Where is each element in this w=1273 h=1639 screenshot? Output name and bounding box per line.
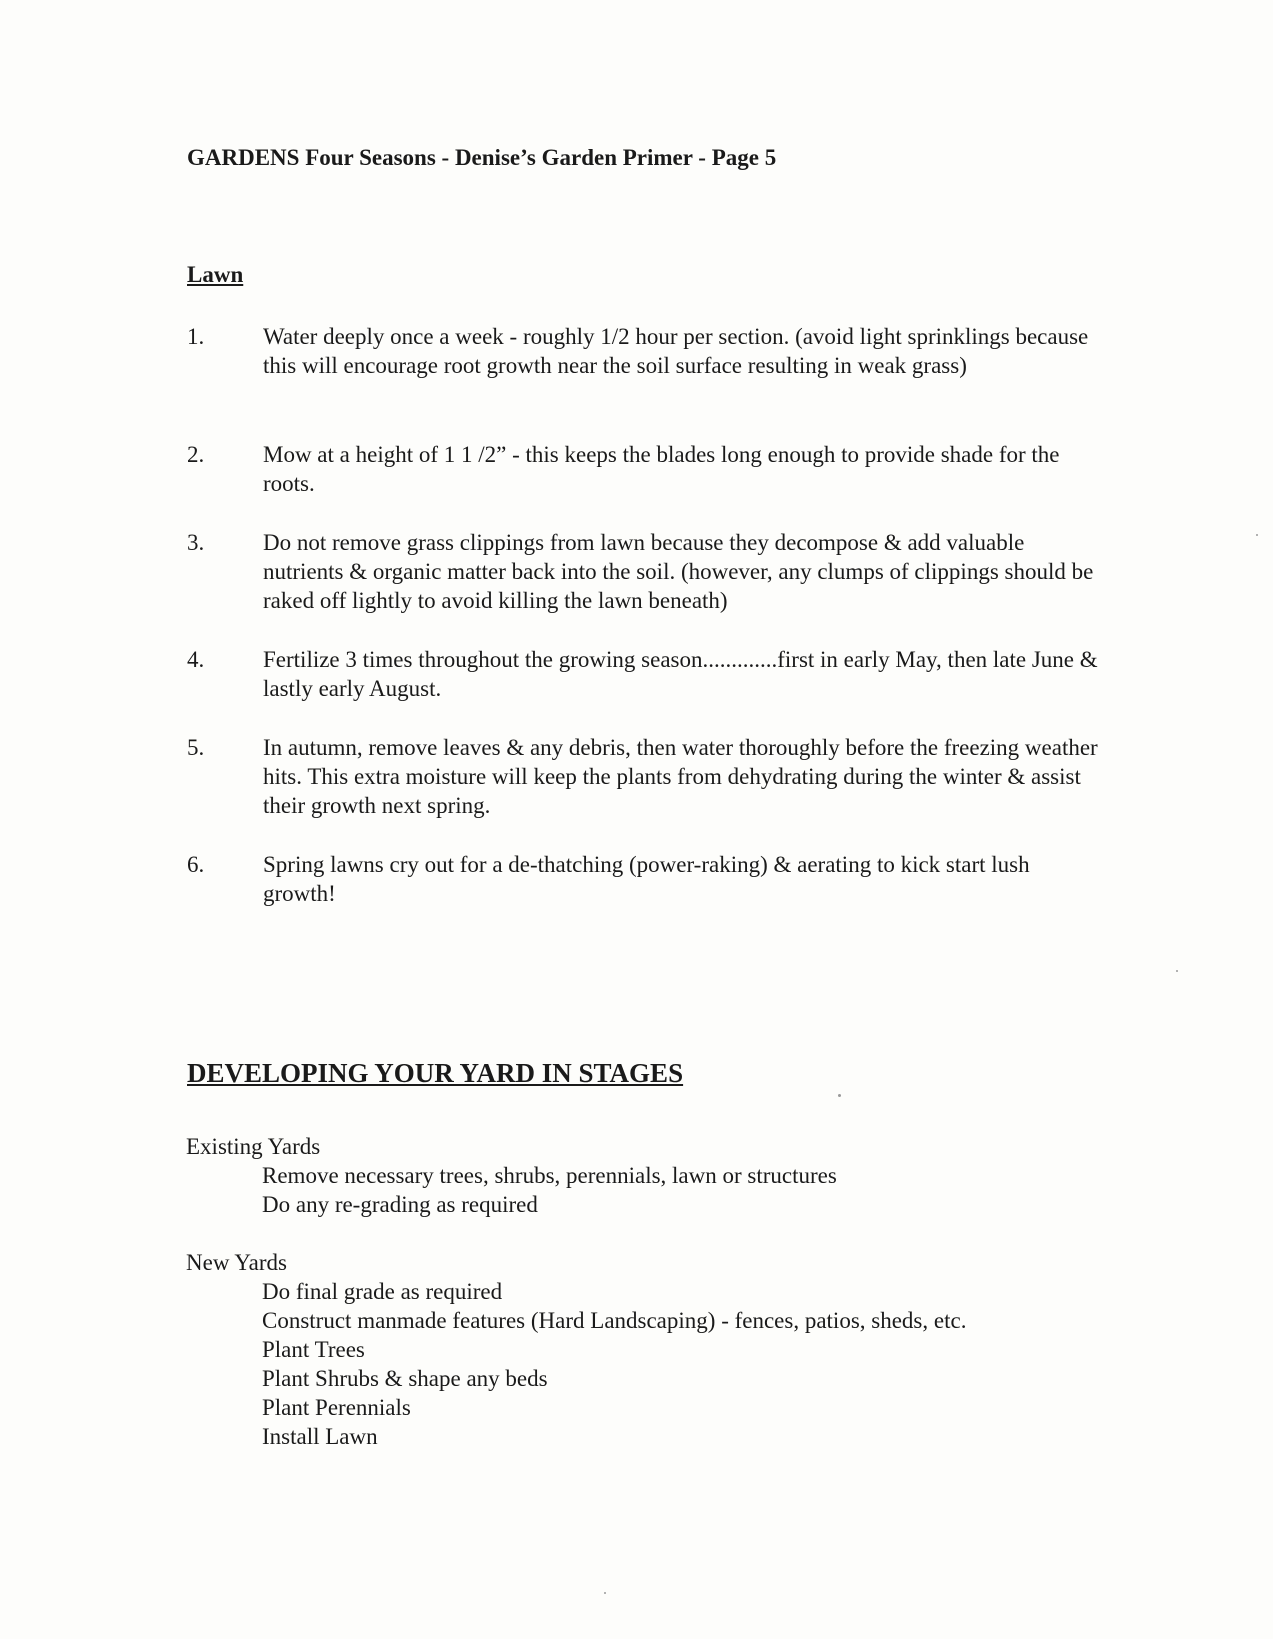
list-item-number: 1. [187, 324, 205, 349]
list-item-number: 4. [187, 647, 205, 672]
list-item-number: 2. [187, 442, 205, 467]
new-yards-line: Plant Perennials [262, 1395, 411, 1420]
lawn-heading: Lawn [187, 262, 244, 287]
new-yards-line: Do final grade as required [262, 1279, 503, 1304]
existing-yards-line: Remove necessary trees, shrubs, perennials, lawn or structures [262, 1163, 837, 1188]
scan-speck [604, 1592, 606, 1594]
existing-yards-title: Existing Yards [186, 1134, 321, 1159]
list-item-number: 6. [187, 852, 205, 877]
list-item-number: 5. [187, 735, 205, 760]
list-item-text: Mow at a height of 1 1 /2” - this keeps the blades long enough to provide shade for the roots. [263, 442, 1060, 496]
list-item-text: Do not remove grass clippings from lawn because they decompose & add valuable nutrients & organic matter back into the soil. (however, any clumps of clippings should be raked off lightly to avoid killing the lawn beneath) [263, 530, 1094, 613]
new-yards-line: Install Lawn [262, 1424, 378, 1449]
existing-yards-line: Do any re-grading as required [262, 1192, 538, 1217]
stages-heading: DEVELOPING YOUR YARD IN STAGES [187, 1058, 684, 1088]
list-item-text: Water deeply once a week - roughly 1/2 hour per section. (avoid light sprinklings because this will encourage root growth near the soil surface resulting in weak grass) [263, 324, 1089, 378]
list-item-text: Spring lawns cry out for a de-thatching (power-raking) & aerating to kick start lush growth! [263, 852, 1030, 906]
new-yards-line: Plant Shrubs & shape any beds [262, 1366, 548, 1391]
new-yards-line: Construct manmade features (Hard Landscaping) - fences, patios, sheds, etc. [262, 1308, 967, 1333]
scan-speck [838, 1094, 841, 1097]
list-item-text: Fertilize 3 times throughout the growing season.............first in early May, then late June & lastly early August. [263, 647, 1098, 701]
scan-speck [1176, 970, 1178, 972]
scan-speck [1256, 534, 1258, 536]
list-item-number: 3. [187, 530, 205, 555]
page-title: GARDENS Four Seasons - Denise’s Garden Primer - Page 5 [187, 145, 777, 170]
new-yards-line: Plant Trees [262, 1337, 365, 1362]
list-item-text: In autumn, remove leaves & any debris, then water thoroughly before the freezing weather hits. This extra moisture will keep the plants from dehydrating during the winter & assist their growth next spring. [263, 735, 1098, 818]
new-yards-title: New Yards [186, 1250, 287, 1275]
